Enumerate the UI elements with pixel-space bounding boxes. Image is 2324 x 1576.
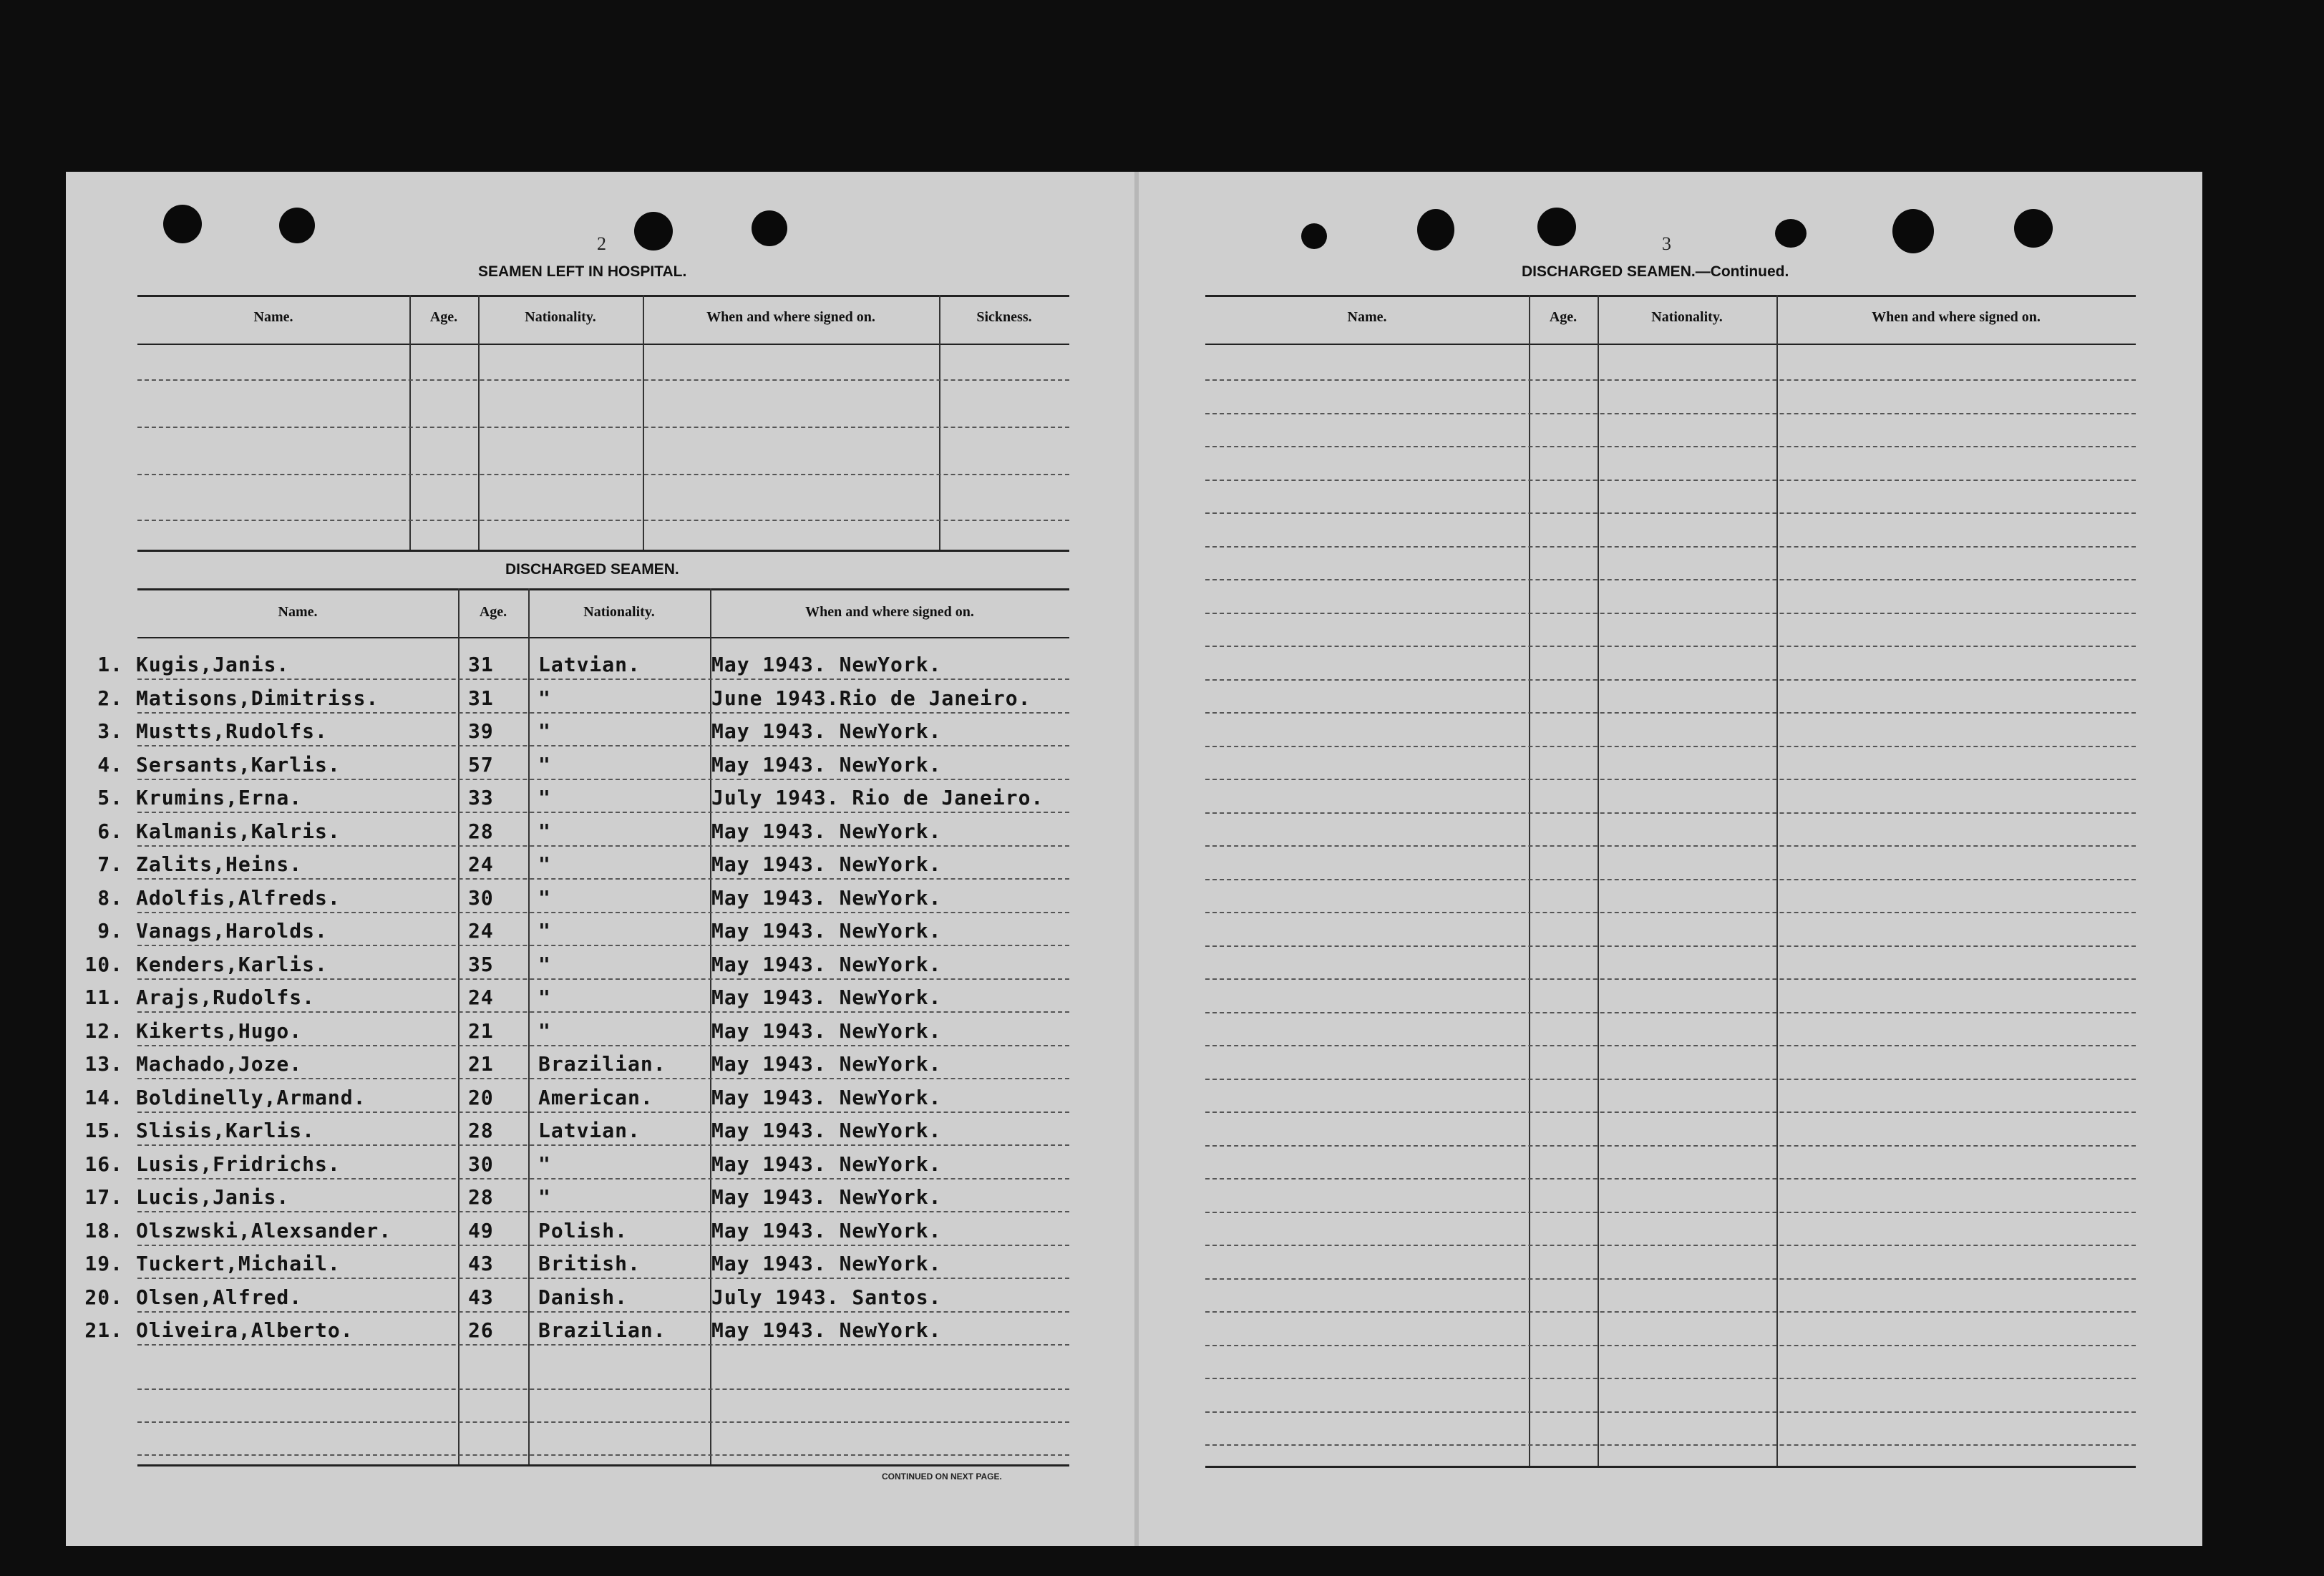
row-line — [137, 779, 1069, 780]
empty-row-line — [137, 1421, 1069, 1423]
seaman-name: Machado,Joze. — [136, 1052, 303, 1076]
seaman-name: Olsen,Alfred. — [136, 1285, 303, 1309]
seaman-age: 43 — [468, 1252, 494, 1275]
right-row-line — [1205, 1212, 2136, 1213]
row-number: 16. — [84, 1152, 123, 1176]
seaman-nationality: Latvian. — [538, 653, 641, 676]
row-line — [137, 1144, 1069, 1146]
row-line — [137, 1045, 1069, 1046]
seaman-name: Kugis,Janis. — [136, 653, 290, 676]
seaman-name: Kikerts,Hugo. — [136, 1019, 303, 1043]
right-row-line — [1205, 812, 2136, 814]
hospital-section-title: SEAMEN LEFT IN HOSPITAL. — [478, 263, 687, 280]
seaman-age: 30 — [468, 886, 494, 910]
hospital-table-bottom-rule — [137, 550, 1069, 552]
right-header-name: Name. — [1347, 309, 1387, 325]
discharged-header-age: Age. — [479, 604, 507, 620]
seaman-age: 39 — [468, 719, 494, 743]
hospital-col-divider — [939, 295, 940, 550]
right-row-line — [1205, 1411, 2136, 1413]
seaman-nationality: " — [538, 953, 551, 976]
discharged-header-signed-on: When and where signed on. — [805, 604, 974, 620]
row-line — [137, 945, 1069, 946]
seaman-nationality: British. — [538, 1252, 641, 1275]
hospital-col-divider — [478, 295, 480, 550]
row-line — [137, 712, 1069, 714]
seaman-signed-on: May 1943. NewYork. — [711, 1086, 942, 1109]
seaman-signed-on: July 1943. Rio de Janeiro. — [711, 786, 1044, 809]
row-number: 13. — [84, 1052, 123, 1076]
right-col-divider — [1529, 295, 1530, 1466]
seaman-signed-on: May 1943. NewYork. — [711, 1185, 942, 1209]
seaman-name: Krumins,Erna. — [136, 786, 303, 809]
seaman-signed-on: May 1943. NewYork. — [711, 819, 942, 843]
right-row-line — [1205, 712, 2136, 714]
row-number: 10. — [84, 953, 123, 976]
seaman-name: Sersants,Karlis. — [136, 753, 341, 777]
hospital-row-line — [137, 379, 1069, 381]
row-number: 15. — [84, 1119, 123, 1142]
seaman-nationality: " — [538, 986, 551, 1009]
row-line — [137, 1011, 1069, 1013]
seaman-nationality: Brazilian. — [538, 1052, 666, 1076]
seaman-age: 30 — [468, 1152, 494, 1176]
seaman-signed-on: May 1943. NewYork. — [711, 653, 942, 676]
right-row-line — [1205, 446, 2136, 447]
seaman-age: 31 — [468, 686, 494, 710]
seaman-nationality: Brazilian. — [538, 1318, 666, 1342]
seaman-age: 57 — [468, 753, 494, 777]
seaman-age: 28 — [468, 1185, 494, 1209]
row-line — [137, 812, 1069, 813]
seaman-signed-on: May 1943. NewYork. — [711, 852, 942, 876]
row-number: 17. — [84, 1185, 123, 1209]
seaman-age: 35 — [468, 953, 494, 976]
binder-hole — [1892, 209, 1934, 253]
right-table-header-rule — [1205, 344, 2136, 345]
discharged-col-divider — [528, 588, 530, 1464]
row-number: 2. — [97, 686, 123, 710]
seaman-nationality: " — [538, 1019, 551, 1043]
seaman-name: Tuckert,Michail. — [136, 1252, 341, 1275]
hospital-header-name: Name. — [253, 309, 293, 325]
seaman-signed-on: May 1943. NewYork. — [711, 886, 942, 910]
right-row-line — [1205, 879, 2136, 880]
seaman-nationality: " — [538, 852, 551, 876]
seaman-age: 24 — [468, 986, 494, 1009]
hospital-header-age: Age. — [429, 309, 458, 325]
right-row-line — [1205, 978, 2136, 980]
right-row-line — [1205, 1045, 2136, 1046]
right-row-line — [1205, 679, 2136, 681]
right-row-line — [1205, 1311, 2136, 1313]
seaman-nationality: Danish. — [538, 1285, 628, 1309]
discharged-table-bottom-rule — [137, 1464, 1069, 1466]
right-row-line — [1205, 480, 2136, 481]
discharged-header-nationality: Nationality. — [583, 604, 655, 620]
right-row-line — [1205, 845, 2136, 847]
seaman-name: Zalits,Heins. — [136, 852, 303, 876]
right-row-line — [1205, 1178, 2136, 1179]
row-number: 20. — [84, 1285, 123, 1309]
row-line — [137, 1311, 1069, 1313]
right-row-line — [1205, 945, 2136, 947]
hospital-table-header-rule — [137, 344, 1069, 345]
seaman-nationality: " — [538, 686, 551, 710]
right-row-line — [1205, 1112, 2136, 1113]
hospital-col-divider — [643, 295, 644, 550]
seaman-name: Vanags,Harolds. — [136, 919, 328, 943]
seaman-signed-on: May 1943. NewYork. — [711, 753, 942, 777]
right-section-title: DISCHARGED SEAMEN.—Continued. — [1522, 263, 1789, 280]
right-row-line — [1205, 1378, 2136, 1379]
right-col-divider — [1776, 295, 1778, 1466]
right-row-line — [1205, 1012, 2136, 1013]
binder-hole — [1301, 223, 1327, 249]
seaman-age: 28 — [468, 819, 494, 843]
row-line — [137, 1278, 1069, 1279]
seaman-signed-on: July 1943. Santos. — [711, 1285, 942, 1309]
seaman-signed-on: May 1943. NewYork. — [711, 1318, 942, 1342]
seaman-nationality: " — [538, 1152, 551, 1176]
discharged-section-title: DISCHARGED SEAMEN. — [505, 561, 679, 578]
seaman-signed-on: May 1943. NewYork. — [711, 1052, 942, 1076]
row-line — [137, 1344, 1069, 1346]
left-page-number: 2 — [597, 233, 606, 254]
seaman-nationality: Polish. — [538, 1219, 628, 1242]
seaman-nationality: Latvian. — [538, 1119, 641, 1142]
discharged-col-divider — [458, 588, 460, 1464]
row-number: 19. — [84, 1252, 123, 1275]
right-header-nationality: Nationality. — [1651, 309, 1723, 325]
seaman-age: 21 — [468, 1019, 494, 1043]
binder-hole — [163, 205, 202, 243]
row-line — [137, 1178, 1069, 1179]
right-row-line — [1205, 512, 2136, 514]
seaman-name: Kalmanis,Kalris. — [136, 819, 341, 843]
hospital-header-nationality: Nationality. — [525, 309, 596, 325]
right-col-divider — [1598, 295, 1599, 1466]
seaman-name: Slisis,Karlis. — [136, 1119, 316, 1142]
row-number: 11. — [84, 986, 123, 1009]
seaman-name: Mustts,Rudolfs. — [136, 719, 328, 743]
binder-hole — [2014, 209, 2053, 248]
seaman-signed-on: May 1943. NewYork. — [711, 919, 942, 943]
seaman-name: Olszwski,Alexsander. — [136, 1219, 392, 1242]
seaman-age: 49 — [468, 1219, 494, 1242]
right-row-line — [1205, 1145, 2136, 1147]
seaman-age: 24 — [468, 852, 494, 876]
right-row-line — [1205, 912, 2136, 913]
row-line — [137, 1211, 1069, 1212]
right-row-line — [1205, 1278, 2136, 1280]
seaman-signed-on: May 1943. NewYork. — [711, 719, 942, 743]
row-number: 3. — [97, 719, 123, 743]
row-line — [137, 912, 1069, 913]
page-fold — [1134, 172, 1139, 1546]
hospital-row-line — [137, 427, 1069, 428]
seaman-nationality: " — [538, 919, 551, 943]
seaman-signed-on: May 1943. NewYork. — [711, 1252, 942, 1275]
hospital-table-top-rule — [137, 295, 1069, 297]
seaman-name: Arajs,Rudolfs. — [136, 986, 316, 1009]
row-number: 7. — [97, 852, 123, 876]
seaman-name: Boldinelly,Armand. — [136, 1086, 366, 1109]
right-page-number: 3 — [1662, 233, 1671, 254]
discharged-header-name: Name. — [278, 604, 318, 620]
right-header-age: Age. — [1549, 309, 1577, 325]
right-row-line — [1205, 379, 2136, 381]
row-line — [137, 878, 1069, 880]
seaman-age: 31 — [468, 653, 494, 676]
discharged-table-top-rule — [137, 588, 1069, 590]
row-number: 21. — [84, 1318, 123, 1342]
right-row-line — [1205, 1245, 2136, 1246]
hospital-row-line — [137, 474, 1069, 475]
empty-row-line — [137, 1454, 1069, 1456]
seaman-name: Adolfis,Alfreds. — [136, 886, 341, 910]
right-row-line — [1205, 546, 2136, 548]
row-line — [137, 1078, 1069, 1079]
row-number: 5. — [97, 786, 123, 809]
binder-hole — [1417, 209, 1454, 250]
binder-hole — [1537, 208, 1576, 246]
seaman-nationality: American. — [538, 1086, 653, 1109]
binder-hole — [279, 208, 315, 243]
hospital-col-divider — [409, 295, 411, 550]
seaman-age: 24 — [468, 919, 494, 943]
seaman-nationality: " — [538, 819, 551, 843]
seaman-signed-on: May 1943. NewYork. — [711, 953, 942, 976]
seaman-age: 26 — [468, 1318, 494, 1342]
seaman-nationality: " — [538, 753, 551, 777]
row-number: 12. — [84, 1019, 123, 1043]
seaman-age: 28 — [468, 1119, 494, 1142]
seaman-name: Oliveira,Alberto. — [136, 1318, 354, 1342]
right-row-line — [1205, 746, 2136, 747]
row-number: 6. — [97, 819, 123, 843]
seaman-name: Lucis,Janis. — [136, 1185, 290, 1209]
row-line — [137, 1112, 1069, 1113]
discharged-table-header-rule — [137, 637, 1069, 638]
row-number: 9. — [97, 919, 123, 943]
right-table-top-rule — [1205, 295, 2136, 297]
row-number: 4. — [97, 753, 123, 777]
row-line — [137, 1245, 1069, 1246]
seaman-nationality: " — [538, 786, 551, 809]
seaman-name: Matisons,Dimitriss. — [136, 686, 379, 710]
row-line — [137, 978, 1069, 980]
right-row-line — [1205, 613, 2136, 614]
binder-hole — [752, 210, 787, 246]
seaman-signed-on: May 1943. NewYork. — [711, 1219, 942, 1242]
seaman-name: Lusis,Fridrichs. — [136, 1152, 341, 1176]
hospital-header-sickness: Sickness. — [976, 309, 1032, 325]
binder-hole — [1775, 219, 1807, 248]
right-row-line — [1205, 646, 2136, 647]
row-line — [137, 845, 1069, 847]
continued-footer: CONTINUED ON NEXT PAGE. — [882, 1472, 1002, 1482]
seaman-age: 33 — [468, 786, 494, 809]
hospital-row-line — [137, 520, 1069, 521]
seaman-name: Kenders,Karlis. — [136, 953, 328, 976]
row-line — [137, 678, 1069, 680]
seaman-nationality: " — [538, 886, 551, 910]
row-number: 14. — [84, 1086, 123, 1109]
seaman-signed-on: May 1943. NewYork. — [711, 1019, 942, 1043]
row-line — [137, 745, 1069, 746]
seaman-signed-on: May 1943. NewYork. — [711, 986, 942, 1009]
right-header-signed-on: When and where signed on. — [1872, 309, 2041, 325]
seaman-nationality: " — [538, 719, 551, 743]
seaman-age: 20 — [468, 1086, 494, 1109]
seaman-signed-on: May 1943. NewYork. — [711, 1119, 942, 1142]
binder-hole — [634, 212, 673, 250]
seaman-signed-on: May 1943. NewYork. — [711, 1152, 942, 1176]
right-row-line — [1205, 1444, 2136, 1446]
seaman-age: 21 — [468, 1052, 494, 1076]
right-table-bottom-rule — [1205, 1466, 2136, 1468]
hospital-header-signed-on: When and where signed on. — [706, 309, 875, 325]
right-row-line — [1205, 413, 2136, 414]
row-number: 8. — [97, 886, 123, 910]
right-row-line — [1205, 779, 2136, 780]
right-row-line — [1205, 1345, 2136, 1346]
right-row-line — [1205, 1079, 2136, 1080]
empty-row-line — [137, 1388, 1069, 1390]
row-number: 1. — [97, 653, 123, 676]
seaman-age: 43 — [468, 1285, 494, 1309]
seaman-nationality: " — [538, 1185, 551, 1209]
seaman-signed-on: June 1943.Rio de Janeiro. — [711, 686, 1031, 710]
row-number: 18. — [84, 1219, 123, 1242]
right-row-line — [1205, 579, 2136, 580]
